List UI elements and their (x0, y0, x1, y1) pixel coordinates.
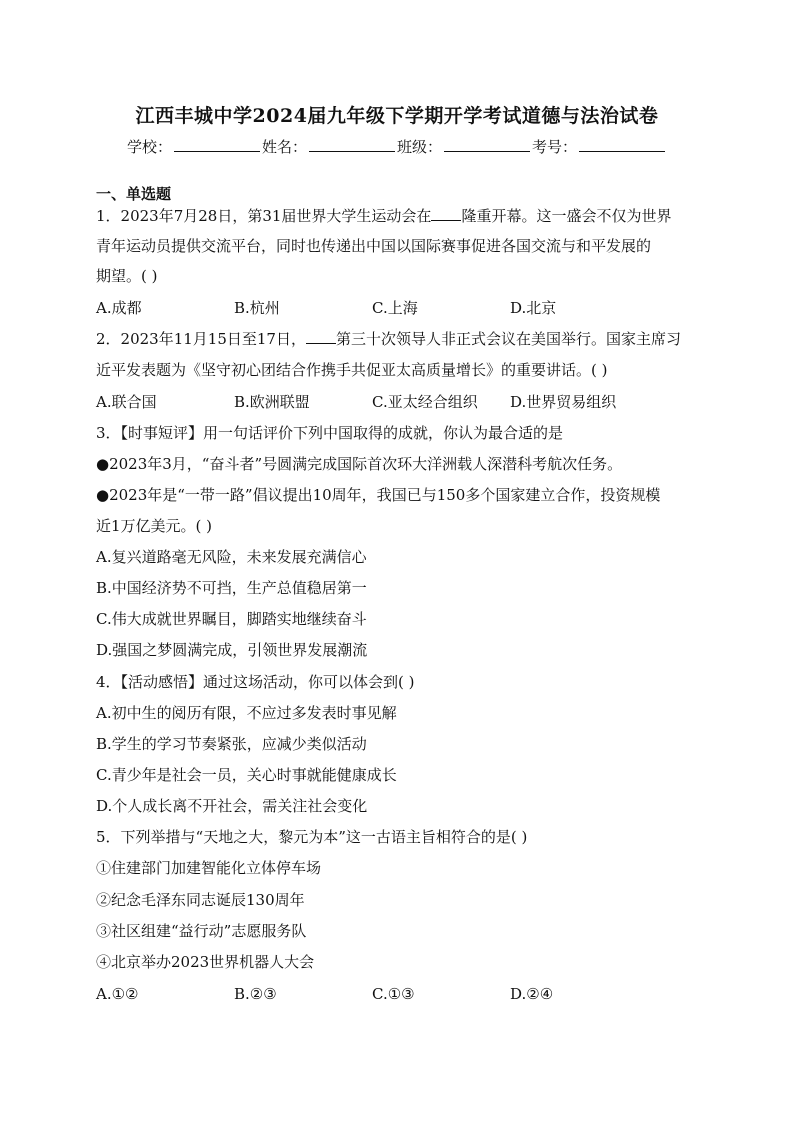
q5-option-a[interactable]: A.①② (96, 985, 139, 1003)
q2-option-b[interactable]: B.欧洲联盟 (234, 393, 310, 411)
q3-bullet-2-line-1: ●2023年是“一带一路”倡议提出10周年，我国已与150多个国家建立合作，投资规模 (96, 486, 661, 504)
q4-option-b[interactable]: B.学生的学习节奏紧张，应减少类似活动 (96, 735, 367, 753)
q4-option-c[interactable]: C.青少年是社会一员，关心时事就能健康成长 (96, 766, 397, 784)
class-label: 班级： (397, 138, 443, 156)
q2-option-d[interactable]: D.世界贸易组织 (510, 393, 617, 411)
q4-option-a[interactable]: A.初中生的阅历有限，不应过多发表时事见解 (96, 704, 397, 722)
number-label: 考号： (532, 138, 578, 156)
q4-line-1: 4．【活动感悟】通过这场活动，你可以体会到( ) (96, 673, 415, 691)
class-blank[interactable] (444, 139, 530, 152)
q3-line-1: 3．【时事短评】用一句话评价下列中国取得的成就，你认为最合适的是 (96, 424, 564, 442)
q5-option-d[interactable]: D.②④ (510, 985, 554, 1003)
q2-text-pre: 2．2023年11月15日至17日， (96, 330, 306, 348)
q1-answer-blank (431, 208, 461, 221)
q2-line-2: 近平发表题为《坚守初心团结合作携手共促亚太高质量增长》的重要讲话。( ) (96, 361, 608, 379)
q3-option-c[interactable]: C.伟大成就世界瞩目，脚踏实地继续奋斗 (96, 610, 367, 628)
q5-item-3: ③社区组建“益行动”志愿服务队 (96, 922, 307, 940)
q4-option-d[interactable]: D.个人成长离不开社会，需关注社会变化 (96, 797, 368, 815)
q1-text-post: 隆重开幕。这一盛会不仅为世界 (461, 207, 672, 225)
q5-item-2: ②纪念毛泽东同志诞辰130周年 (96, 891, 305, 909)
q2-text-post: 第三十次领导人非正式会议在美国举行。国家主席习 (335, 330, 681, 348)
name-label: 姓名： (261, 138, 307, 156)
name-blank[interactable] (309, 139, 395, 152)
q1-option-d[interactable]: D.北京 (510, 299, 557, 317)
q3-bullet-2-line-2: 近1万亿美元。( ) (96, 517, 213, 535)
school-blank[interactable] (174, 139, 260, 152)
q2-option-a[interactable]: A.联合国 (96, 393, 157, 411)
q3-option-a[interactable]: A.复兴道路毫无风险，未来发展充满信心 (96, 548, 367, 566)
q3-bullet-1: ●2023年3月，“奋斗者”号圆满完成国际首次环大洋洲载人深潜科考航次任务。 (96, 455, 623, 473)
q5-option-b[interactable]: B.②③ (234, 985, 277, 1003)
q1-option-c[interactable]: C.上海 (372, 299, 418, 317)
q1-line-2: 青年运动员提供交流平台，同时也传递出中国以国际赛事促进各国交流与和平发展的 (96, 237, 652, 255)
student-info-row (0, 136, 794, 157)
q3-option-b[interactable]: B.中国经济势不可挡，生产总值稳居第一 (96, 579, 367, 597)
q1-line-3: 期望。( ) (96, 267, 158, 285)
number-blank[interactable] (579, 139, 665, 152)
q2-line-1 (96, 330, 681, 348)
q5-item-1: ①住建部门加建智能化立体停车场 (96, 859, 322, 877)
q5-line-1: 5．下列举措与“天地之大，黎元为本”这一古语主旨相符合的是( ) (96, 828, 528, 846)
q3-option-d[interactable]: D.强国之梦圆满完成，引领世界发展潮流 (96, 641, 368, 659)
q5-item-4: ④北京举办2023世界机器人大会 (96, 953, 315, 971)
q1-option-b[interactable]: B.杭州 (234, 299, 280, 317)
school-label: 学校： (126, 138, 172, 156)
q5-option-c[interactable]: C.①③ (372, 985, 415, 1003)
section-heading: 一、单选题 (96, 185, 172, 203)
q1-line-1 (96, 207, 671, 225)
exam-title: 江西丰城中学2024届九年级下学期开学考试道德与法治试卷 (135, 105, 659, 127)
q1-text-pre: 1．2023年7月28日，第31届世界大学生运动会在 (96, 207, 432, 225)
q1-option-a[interactable]: A.成都 (96, 299, 142, 317)
q2-option-c[interactable]: C.亚太经合组织 (372, 393, 478, 411)
q2-answer-blank (306, 331, 336, 344)
